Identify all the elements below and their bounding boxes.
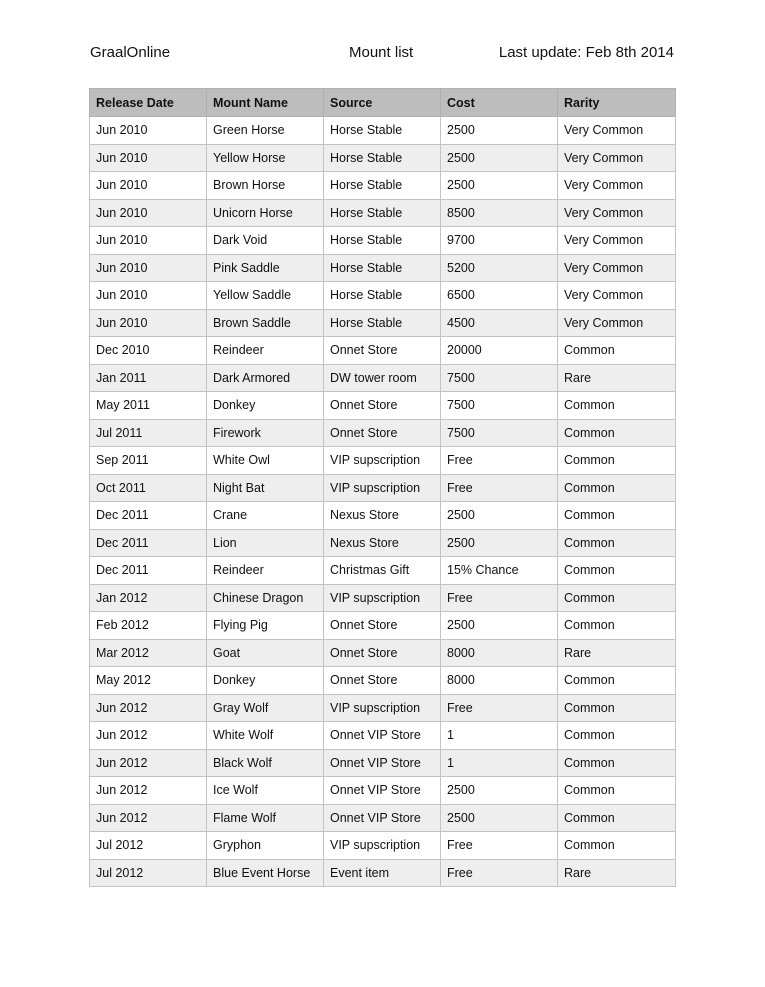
mount-name-cell: Flying Pig <box>207 612 324 640</box>
table-row <box>90 392 676 420</box>
source-cell: Nexus Store <box>324 529 441 557</box>
cost-cell: 1 <box>441 749 558 777</box>
mount-name-cell: Firework <box>207 419 324 447</box>
table-row <box>90 529 676 557</box>
mount-name-cell: Flame Wolf <box>207 804 324 832</box>
rarity-cell: Common <box>558 832 676 860</box>
table-row <box>90 419 676 447</box>
rarity-cell: Common <box>558 612 676 640</box>
rarity-cell: Common <box>558 419 676 447</box>
source-cell: VIP supscription <box>324 832 441 860</box>
mount-name-cell: Unicorn Horse <box>207 199 324 227</box>
rarity-cell: Common <box>558 667 676 695</box>
rarity-cell: Very Common <box>558 254 676 282</box>
mount-name-cell: Ice Wolf <box>207 777 324 805</box>
rarity-cell: Common <box>558 474 676 502</box>
cost-cell: 8000 <box>441 667 558 695</box>
release-date-cell: Jun 2010 <box>90 254 207 282</box>
last-update: Last update: Feb 8th 2014 <box>498 44 674 61</box>
release-date-cell: Dec 2011 <box>90 529 207 557</box>
cost-cell: 2500 <box>441 777 558 805</box>
column-header-rarity: Rarity <box>558 89 676 117</box>
rarity-cell: Very Common <box>558 172 676 200</box>
release-date-cell: Oct 2011 <box>90 474 207 502</box>
release-date-cell: Jun 2012 <box>90 777 207 805</box>
table-row <box>90 639 676 667</box>
rarity-cell: Very Common <box>558 309 676 337</box>
rarity-cell: Very Common <box>558 227 676 255</box>
release-date-cell: Dec 2011 <box>90 502 207 530</box>
table-row <box>90 227 676 255</box>
cost-cell: 7500 <box>441 364 558 392</box>
page-header <box>90 44 674 64</box>
rarity-cell: Very Common <box>558 144 676 172</box>
mount-name-cell: Pink Saddle <box>207 254 324 282</box>
source-cell: VIP supscription <box>324 447 441 475</box>
source-cell: Horse Stable <box>324 254 441 282</box>
source-cell: Onnet Store <box>324 612 441 640</box>
source-cell: Onnet Store <box>324 419 441 447</box>
release-date-cell: Jun 2012 <box>90 749 207 777</box>
mount-name-cell: Goat <box>207 639 324 667</box>
table-row <box>90 364 676 392</box>
source-cell: Onnet Store <box>324 392 441 420</box>
rarity-cell: Rare <box>558 859 676 887</box>
mount-name-cell: Blue Event Horse <box>207 859 324 887</box>
release-date-cell: Mar 2012 <box>90 639 207 667</box>
release-date-cell: Jun 2010 <box>90 117 207 145</box>
release-date-cell: Jan 2012 <box>90 584 207 612</box>
source-cell: Onnet VIP Store <box>324 804 441 832</box>
release-date-cell: May 2011 <box>90 392 207 420</box>
table-row <box>90 584 676 612</box>
release-date-cell: Jun 2010 <box>90 309 207 337</box>
mount-name-cell: Night Bat <box>207 474 324 502</box>
table-row <box>90 694 676 722</box>
table-row <box>90 199 676 227</box>
mount-name-cell: Brown Horse <box>207 172 324 200</box>
rarity-cell: Common <box>558 694 676 722</box>
cost-cell: 5200 <box>441 254 558 282</box>
table-body <box>90 117 676 887</box>
cost-cell: 2500 <box>441 804 558 832</box>
table-row <box>90 117 676 145</box>
table-row <box>90 804 676 832</box>
cost-cell: 2500 <box>441 172 558 200</box>
rarity-cell: Very Common <box>558 199 676 227</box>
cost-cell: 2500 <box>441 144 558 172</box>
source-cell: Onnet Store <box>324 667 441 695</box>
cost-cell: 8500 <box>441 199 558 227</box>
table-row <box>90 749 676 777</box>
mount-name-cell: Gryphon <box>207 832 324 860</box>
table-row <box>90 832 676 860</box>
source-cell: Horse Stable <box>324 282 441 310</box>
table-row <box>90 144 676 172</box>
cost-cell: 9700 <box>441 227 558 255</box>
mount-name-cell: Brown Saddle <box>207 309 324 337</box>
rarity-cell: Rare <box>558 364 676 392</box>
mount-name-cell: Reindeer <box>207 337 324 365</box>
header-row <box>90 89 676 117</box>
table-row <box>90 309 676 337</box>
cost-cell: Free <box>441 694 558 722</box>
mount-name-cell: Reindeer <box>207 557 324 585</box>
source-cell: Nexus Store <box>324 502 441 530</box>
rarity-cell: Very Common <box>558 117 676 145</box>
cost-cell: 6500 <box>441 282 558 310</box>
column-header-mount-name: Mount Name <box>207 89 324 117</box>
source-cell: Onnet VIP Store <box>324 749 441 777</box>
release-date-cell: Jul 2012 <box>90 859 207 887</box>
cost-cell: Free <box>441 859 558 887</box>
cost-cell: 8000 <box>441 639 558 667</box>
release-date-cell: Feb 2012 <box>90 612 207 640</box>
mount-name-cell: Dark Armored <box>207 364 324 392</box>
source-cell: Horse Stable <box>324 227 441 255</box>
release-date-cell: Jun 2012 <box>90 804 207 832</box>
source-cell: Horse Stable <box>324 144 441 172</box>
rarity-cell: Common <box>558 557 676 585</box>
cost-cell: 2500 <box>441 612 558 640</box>
table-row <box>90 557 676 585</box>
release-date-cell: Jun 2010 <box>90 227 207 255</box>
mount-name-cell: White Wolf <box>207 722 324 750</box>
source-cell: VIP supscription <box>324 584 441 612</box>
table-row <box>90 859 676 887</box>
source-cell: VIP supscription <box>324 474 441 502</box>
source-cell: Event item <box>324 859 441 887</box>
release-date-cell: Jun 2010 <box>90 282 207 310</box>
source-cell: VIP supscription <box>324 694 441 722</box>
cost-cell: 7500 <box>441 392 558 420</box>
source-cell: Christmas Gift <box>324 557 441 585</box>
rarity-cell: Rare <box>558 639 676 667</box>
mount-name-cell: Green Horse <box>207 117 324 145</box>
release-date-cell: Jul 2012 <box>90 832 207 860</box>
mount-name-cell: White Owl <box>207 447 324 475</box>
mount-name-cell: Yellow Saddle <box>207 282 324 310</box>
mount-name-cell: Donkey <box>207 392 324 420</box>
rarity-cell: Common <box>558 502 676 530</box>
table-row <box>90 502 676 530</box>
cost-cell: 2500 <box>441 529 558 557</box>
source-cell: Onnet Store <box>324 337 441 365</box>
source-cell: Onnet VIP Store <box>324 777 441 805</box>
rarity-cell: Very Common <box>558 282 676 310</box>
table-row <box>90 282 676 310</box>
source-cell: Onnet Store <box>324 639 441 667</box>
table-row <box>90 667 676 695</box>
table-row <box>90 172 676 200</box>
mount-name-cell: Gray Wolf <box>207 694 324 722</box>
mount-table <box>89 88 676 887</box>
cost-cell: 4500 <box>441 309 558 337</box>
cost-cell: Free <box>441 474 558 502</box>
rarity-cell: Common <box>558 777 676 805</box>
rarity-cell: Common <box>558 584 676 612</box>
rarity-cell: Common <box>558 722 676 750</box>
release-date-cell: Jun 2012 <box>90 722 207 750</box>
source-cell: Horse Stable <box>324 199 441 227</box>
table-row <box>90 447 676 475</box>
rarity-cell: Common <box>558 804 676 832</box>
release-date-cell: Jun 2012 <box>90 694 207 722</box>
mount-name-cell: Dark Void <box>207 227 324 255</box>
source-cell: Horse Stable <box>324 172 441 200</box>
source-cell: Horse Stable <box>324 117 441 145</box>
table-row <box>90 474 676 502</box>
cost-cell: 7500 <box>441 419 558 447</box>
mount-name-cell: Black Wolf <box>207 749 324 777</box>
rarity-cell: Common <box>558 529 676 557</box>
mount-name-cell: Crane <box>207 502 324 530</box>
cost-cell: 15% Chance <box>441 557 558 585</box>
mount-name-cell: Lion <box>207 529 324 557</box>
release-date-cell: Dec 2011 <box>90 557 207 585</box>
release-date-cell: Sep 2011 <box>90 447 207 475</box>
column-header-source: Source <box>324 89 441 117</box>
cost-cell: Free <box>441 447 558 475</box>
cost-cell: 2500 <box>441 502 558 530</box>
mount-name-cell: Chinese Dragon <box>207 584 324 612</box>
release-date-cell: Jun 2010 <box>90 199 207 227</box>
cost-cell: 2500 <box>441 117 558 145</box>
page-title: Mount list <box>349 44 414 61</box>
release-date-cell: Jan 2011 <box>90 364 207 392</box>
release-date-cell: Jul 2011 <box>90 419 207 447</box>
table-row <box>90 722 676 750</box>
release-date-cell: Jun 2010 <box>90 144 207 172</box>
cost-cell: Free <box>441 584 558 612</box>
source-cell: Horse Stable <box>324 309 441 337</box>
source-cell: Onnet VIP Store <box>324 722 441 750</box>
cost-cell: Free <box>441 832 558 860</box>
table-row <box>90 254 676 282</box>
table-header <box>90 89 676 117</box>
release-date-cell: Dec 2010 <box>90 337 207 365</box>
table-row <box>90 612 676 640</box>
rarity-cell: Common <box>558 749 676 777</box>
column-header-release-date: Release Date <box>90 89 207 117</box>
rarity-cell: Common <box>558 337 676 365</box>
mount-name-cell: Yellow Horse <box>207 144 324 172</box>
release-date-cell: Jun 2010 <box>90 172 207 200</box>
column-header-cost: Cost <box>441 89 558 117</box>
rarity-cell: Common <box>558 392 676 420</box>
site-name: GraalOnline <box>90 44 171 61</box>
rarity-cell: Common <box>558 447 676 475</box>
cost-cell: 1 <box>441 722 558 750</box>
cost-cell: 20000 <box>441 337 558 365</box>
source-cell: DW tower room <box>324 364 441 392</box>
mount-name-cell: Donkey <box>207 667 324 695</box>
release-date-cell: May 2012 <box>90 667 207 695</box>
table-row <box>90 777 676 805</box>
table-row <box>90 337 676 365</box>
